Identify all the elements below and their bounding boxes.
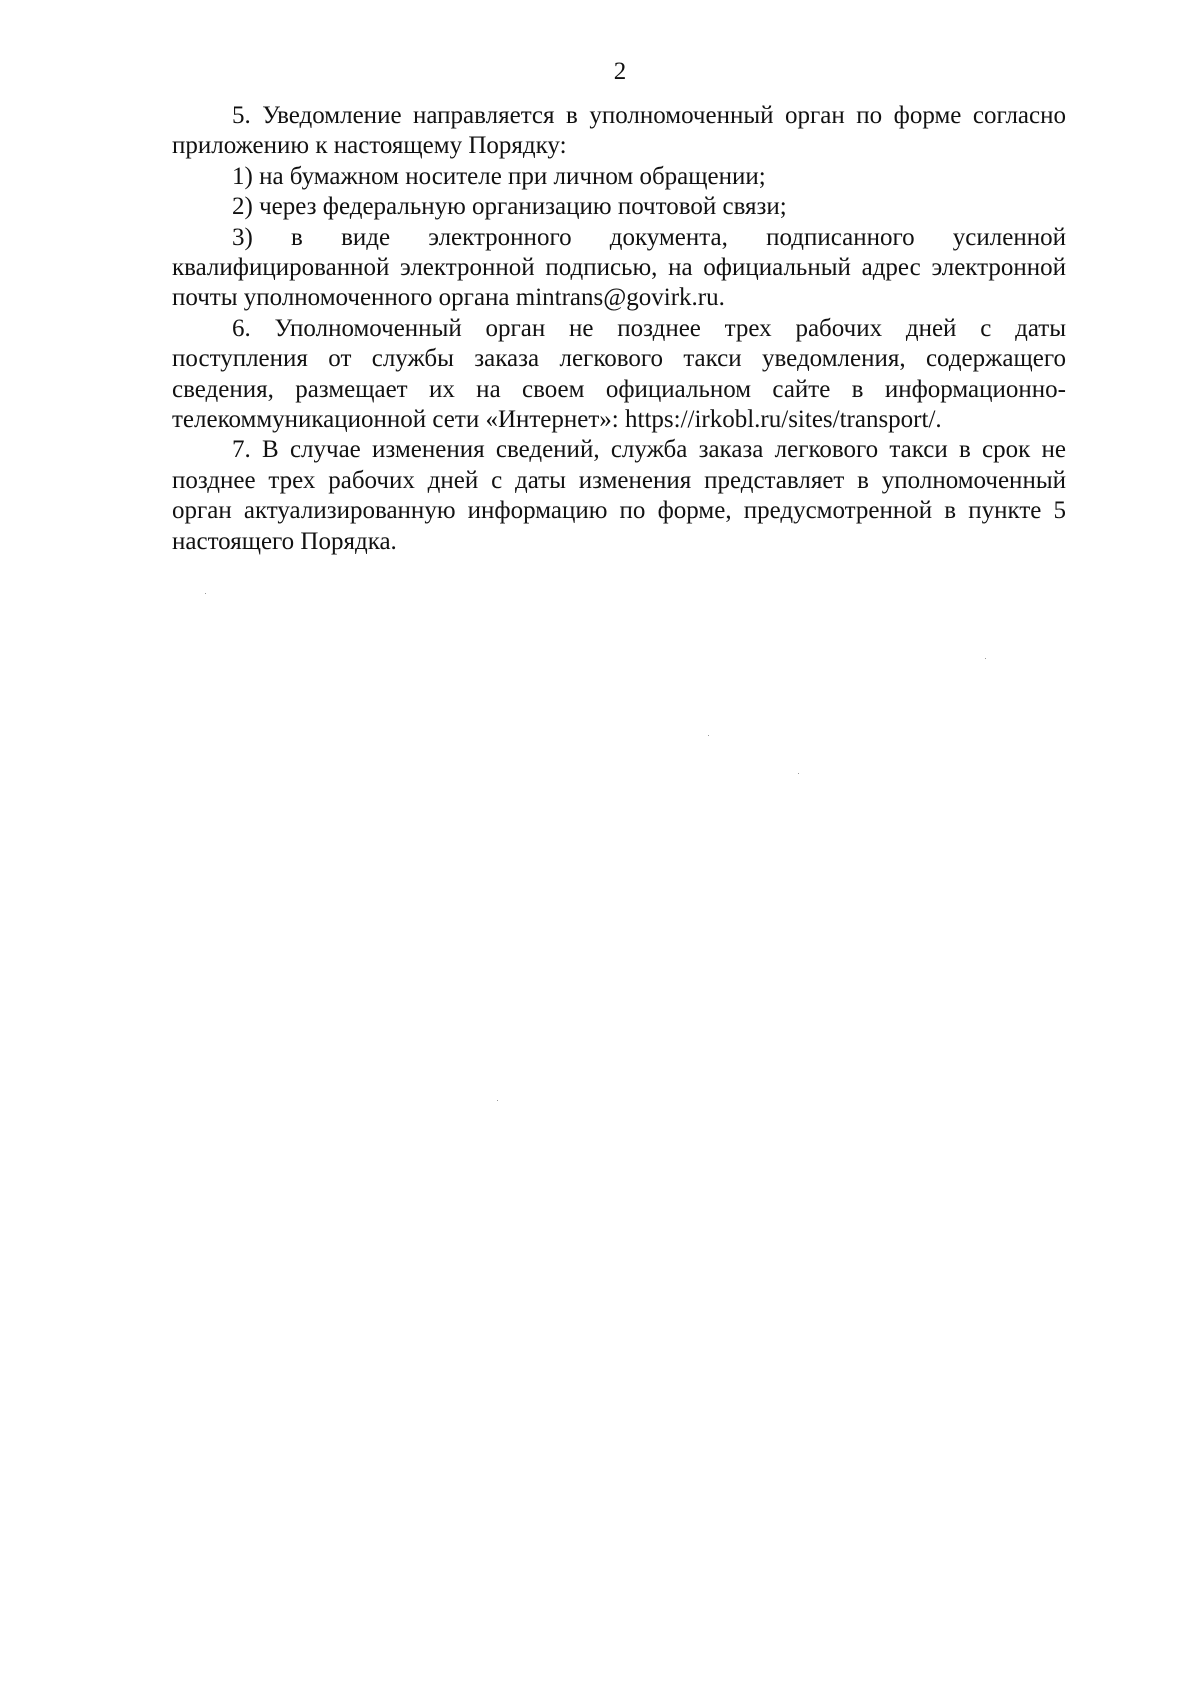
text-line: позднее трех рабочих дней с даты изменения представляет в уполномоченный (172, 466, 1066, 494)
text-line: орган актуализированную информацию по форме, предусмотренной в пункте 5 (172, 497, 1066, 525)
paragraph (172, 162, 1066, 192)
paragraph (172, 192, 1066, 222)
scan-speck (985, 658, 986, 659)
text-line: телекоммуникационной сети «Интернет»: https://irkobl.ru/sites/transport/. (172, 406, 942, 434)
text-line: 5. Уведомление направляется в уполномоченный орган по форме согласно (232, 102, 1066, 129)
text-line: 6. Уполномоченный орган не позднее трех рабочих дней с даты (232, 314, 1066, 342)
scan-speck (708, 735, 709, 736)
text-line: квалифицированной электронной подписью, на официальный адрес электронной (172, 254, 1066, 282)
scan-speck (205, 593, 206, 594)
text-line: сведения, размещает их на своем официальном сайте в информационно- (172, 375, 1066, 403)
text-line: 7. В случае изменения сведений, служба заказа легкового такси в срок не (232, 436, 1066, 464)
text-line: 1) на бумажном носителе при личном обращении; (232, 162, 766, 190)
paragraph (172, 435, 1066, 557)
text-line: 2) через федеральную организацию почтовой связи; (232, 193, 787, 221)
text-line: 3) в виде электронного документа, подписанного усиленной (232, 223, 1066, 251)
paragraph (172, 223, 1066, 314)
text-line: поступления от службы заказа легкового такси уведомления, содержащего (172, 345, 1066, 373)
paragraph (172, 101, 1066, 162)
text-line: почты уполномоченного органа mintrans@govirk.ru. (172, 284, 725, 312)
scan-speck (497, 1100, 498, 1101)
text-line: настоящего Порядка. (172, 527, 397, 555)
document-body (172, 101, 1066, 557)
text-line: приложению к настоящему Порядку: (172, 132, 567, 160)
paragraph (172, 314, 1066, 436)
scan-speck (798, 773, 799, 774)
page-number: 2 (613, 58, 627, 85)
